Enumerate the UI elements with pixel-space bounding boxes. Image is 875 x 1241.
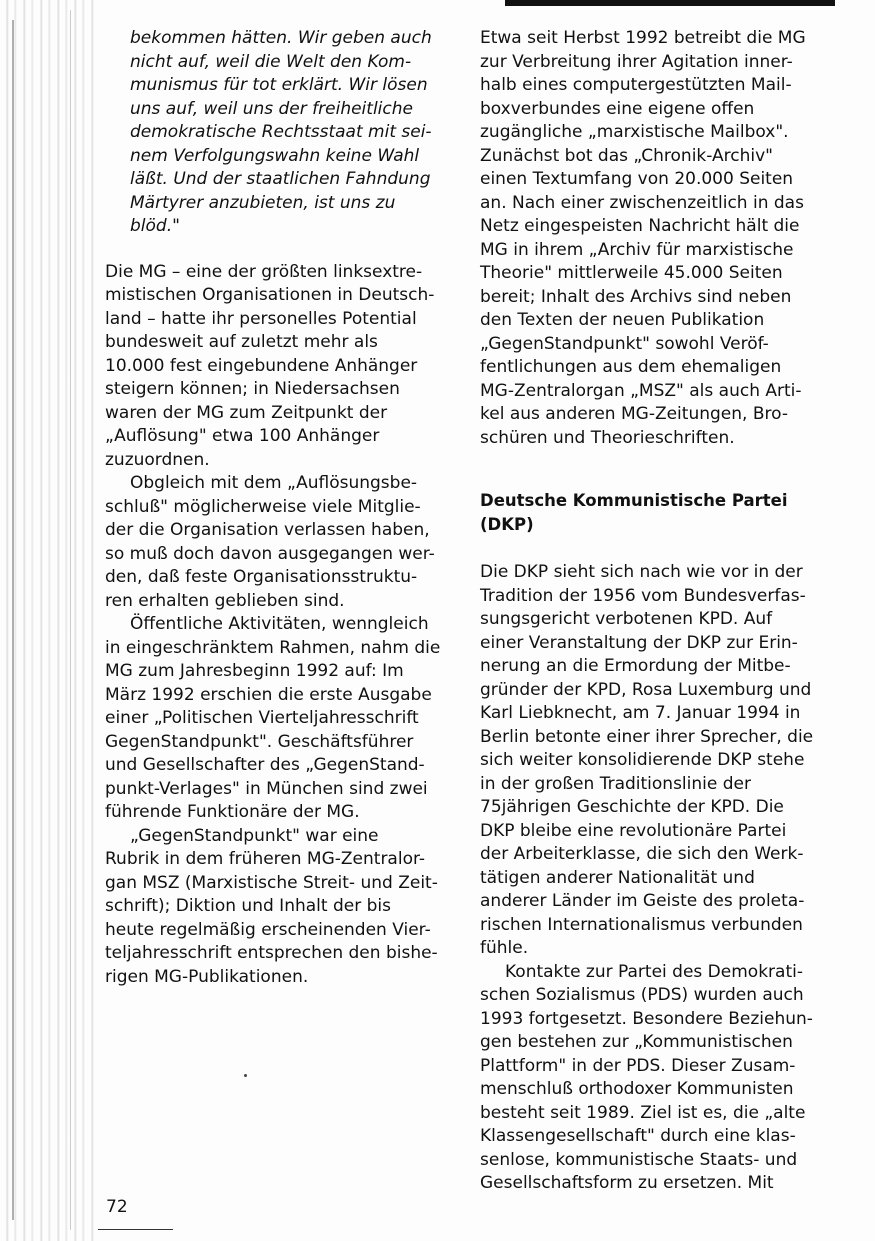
paragraph-mailbox: Etwa seit Herbst 1992 betreibt die MG zur Verbreitung ihrer Agitation inner- halb eines computergestützten Mail- boxverbundes eine eigene offen zugängliche „marxistische Mailbox". Zunächst bot das „Chronik-Archiv" einen Textumfang von 20.000 Seiten an. Nach einer zwischenzeitlich in das Netz eingespeisten Nachricht hält die MG in ihrem „Archiv für marxistische Theorie" mittlerweile 45.000 Seiten bereit; Inhalt des Archivs sind neben den Texten der neuen Publikation „GegenStandpunkt" sowohl Veröf- fentlichungen aus dem ehemaligen MG-Zentralorgan „MSZ" als auch Arti- kel aus anderen MG-Zeitungen, Bro- schüren und Theorieschriften. (480, 28, 806, 448)
left-column (105, 27, 450, 989)
paragraph-mg-potential: Die MG – eine der größten linksextre- mistischen Organisationen in Deutsch- land – hatte ihr personelles Potential bundesweit auf zuletzt mehr als 10.000 fest eingebundene Anhänger steigern können; in Niedersachsen waren der MG zum Zeitpunkt der „Auflösung" etwa 100 Anhänger zuzuordnen. (105, 261, 435, 470)
top-edge-bar (505, 0, 835, 6)
paragraph-gegenstandpunkt: „GegenStandpunkt" war eine Rubrik in dem früheren MG-Zentralor- gan MSZ (Marxistische Streit- und Zeit- schrift); Diktion und Inhalt der bis heute regelmäßig erscheinenden Vier- teljahresschrift entsprechen den bishe- rigen MG-Publikationen. (105, 825, 438, 987)
paragraph-mg-structures: Obgleich mit dem „Auflösungsbe- schluß" möglicherweise viele Mitglie- der die Organisation verlassen haben, so muß doch davon ausgegangen wer- den, daß feste Organisationsstruktu- ren erhalten geblieben sind. (105, 473, 435, 611)
scan-speck (244, 1074, 247, 1077)
section-heading-dkp: Deutsche Kommunistische Partei (DKP) (480, 491, 788, 534)
paragraph-dkp-pds-contacts: Kontakte zur Partei des Demokrati- schen Sozialismus (PDS) wurden auch 1993 fortgesetzt. Besondere Beziehun- gen bestehen zur „Kommunistischen Plattform" in der PDS. Dieser Zusam- menschluß orthodoxer Kommunisten besteht seit 1989. Ziel ist es, die „alte Klassengesellschaft" durch eine klas- senlose, kommunistische Staats- und Gesellschaftsform zu ersetzen. Mit (480, 961, 813, 1193)
right-column (480, 27, 825, 1196)
paragraph-mg-activities: Öffentliche Aktivitäten, wenngleich in eingeschränktem Rahmen, nahm die MG zum Jahresbeginn 1992 auf: Im März 1992 erschien die erste Ausgabe einer „Politischen Vierteljahresschrift GegenStandpunkt". Geschäftsführer und Gesellschafter des „GegenStand- punkt-Verlages" in München sind zwei führende Funktionäre der MG. (105, 614, 441, 822)
page-number: 72 (106, 1197, 128, 1217)
quote-block: bekommen hätten. Wir geben auch nicht auf, weil die Welt den Kom- munismus für tot erklärt. Wir lösen uns auf, weil uns der freiheitliche demokratische Rechtsstaat mit sei- nem Verfolgungswahn keine Wahl läßt. Und der staatlichen Fahndung Märtyrer anzubieten, ist uns zu blöd." (130, 28, 432, 236)
paragraph-dkp-tradition: Die DKP sieht sich nach wie vor in der Tradition der 1956 vom Bundesverfas- sungsgericht verbotenen KPD. Auf einer Veranstaltung der DKP zur Erin- nerung an die Ermordung der Mitbe- gründer der KPD, Rosa Luxemburg und Karl Liebknecht, am 7. Januar 1994 in Berlin betonte einer ihrer Sprecher, die sich weiter konsolidierende DKP stehe in der großen Traditionslinie der 75jährigen Geschichte der KPD. Die DKP bleibe eine revolutionäre Partei der Arbeiterklasse, die sich den Werk- tätigen anderer Nationalität und anderer Länder im Geiste des proleta- rischen Internationalismus verbunden fühle. (480, 562, 814, 958)
footer-rule (98, 1229, 173, 1230)
scan-binding-edge (0, 0, 95, 1241)
